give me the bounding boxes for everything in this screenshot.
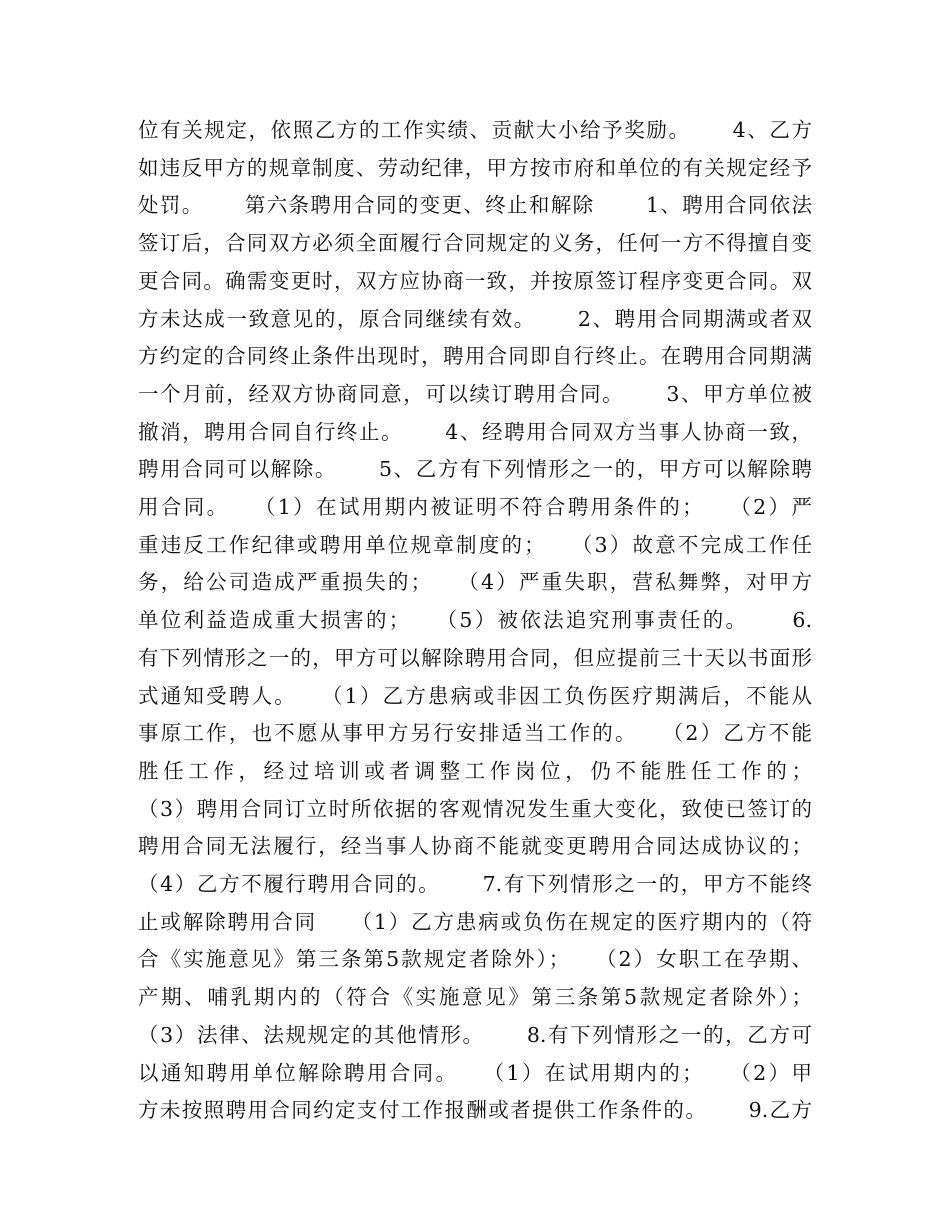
text-line-3: 处罚。 第六条聘用合同的变更、终止和解除 1、聘用合同依法 — [138, 193, 812, 218]
text-line-1: 位有关规定，依照乙方的工作实绩、贡献大小给予奖励。 4、乙方 — [138, 118, 812, 142]
text-line-9: 撤消，聘用合同自行终止。 4、经聘用合同双方当事人协商一致， — [138, 419, 812, 444]
text-line-12: 重违反工作纪律或聘用单位规章制度的； （3）故意不完成工作任 — [138, 532, 812, 557]
contract-body-text — [138, 112, 812, 1130]
text-line-14: 单位利益造成重大损害的； （5）被依法追究刑事责任的。 6. — [138, 608, 812, 633]
text-line-2: 如违反甲方的规章制度、劳动纪律，甲方按市府和单位的有关规定经予 — [138, 155, 812, 180]
text-line-27: 方未按照聘用合同约定支付工作报酬或者提供工作条件的。 9.乙方 — [138, 1098, 812, 1123]
text-line-4: 签订后，合同双方必须全面履行合同规定的义务，任何一方不得擅自变 — [138, 231, 812, 256]
text-line-26: 以通知聘用单位解除聘用合同。 （1）在试用期内的； （2）甲 — [138, 1060, 812, 1085]
text-line-21: （4）乙方不履行聘用合同的。 7.有下列情形之一的，甲方不能终 — [138, 872, 812, 897]
text-line-20: 聘用合同无法履行，经当事人协商不能就变更聘用合同达成协议的； — [138, 834, 812, 859]
text-line-18: 胜任工作，经过培训或者调整工作岗位，仍不能胜任工作的； — [138, 758, 812, 783]
text-line-6: 方未达成一致意见的，原合同继续有效。 2、聘用合同期满或者双 — [138, 306, 812, 331]
text-line-13: 务，给公司造成严重损失的； （4）严重失职，营私舞弊，对甲方 — [138, 570, 812, 595]
text-line-16: 式通知受聘人。 （1）乙方患病或非因工负伤医疗期满后，不能从 — [138, 683, 812, 708]
text-line-7: 方约定的合同终止条件出现时，聘用合同即自行终止。在聘用合同期满 — [138, 344, 812, 369]
text-line-17: 事原工作，也不愿从事甲方另行安排适当工作的。 （2）乙方不能 — [138, 721, 812, 746]
text-line-19: （3）聘用合同订立时所依据的客观情况发生重大变化，致使已签订的 — [138, 796, 812, 821]
text-line-23: 合《实施意见》第三条第5款规定者除外）； （2）女职工在孕期、 — [138, 947, 812, 972]
text-line-22: 止或解除聘用合同 （1）乙方患病或负伤在规定的医疗期内的（符 — [138, 909, 812, 934]
text-line-15: 有下列情形之一的，甲方可以解除聘用合同，但应提前三十天以书面形 — [138, 645, 812, 670]
text-line-25: （3）法律、法规规定的其他情形。 8.有下列情形之一的，乙方可 — [138, 1022, 812, 1047]
text-line-24: 产期、哺乳期内的（符合《实施意见》第三条第5款规定者除外）； — [138, 985, 812, 1010]
text-line-5: 更合同。确需变更时，双方应协商一致，并按原签订程序变更合同。双 — [138, 268, 812, 293]
text-line-8: 一个月前，经双方协商同意，可以续订聘用合同。 3、甲方单位被 — [138, 381, 812, 406]
text-line-11: 用合同。 （1）在试用期内被证明不符合聘用条件的； （2）严 — [138, 495, 812, 520]
text-line-10: 聘用合同可以解除。 5、乙方有下列情形之一的，甲方可以解除聘 — [138, 457, 812, 482]
